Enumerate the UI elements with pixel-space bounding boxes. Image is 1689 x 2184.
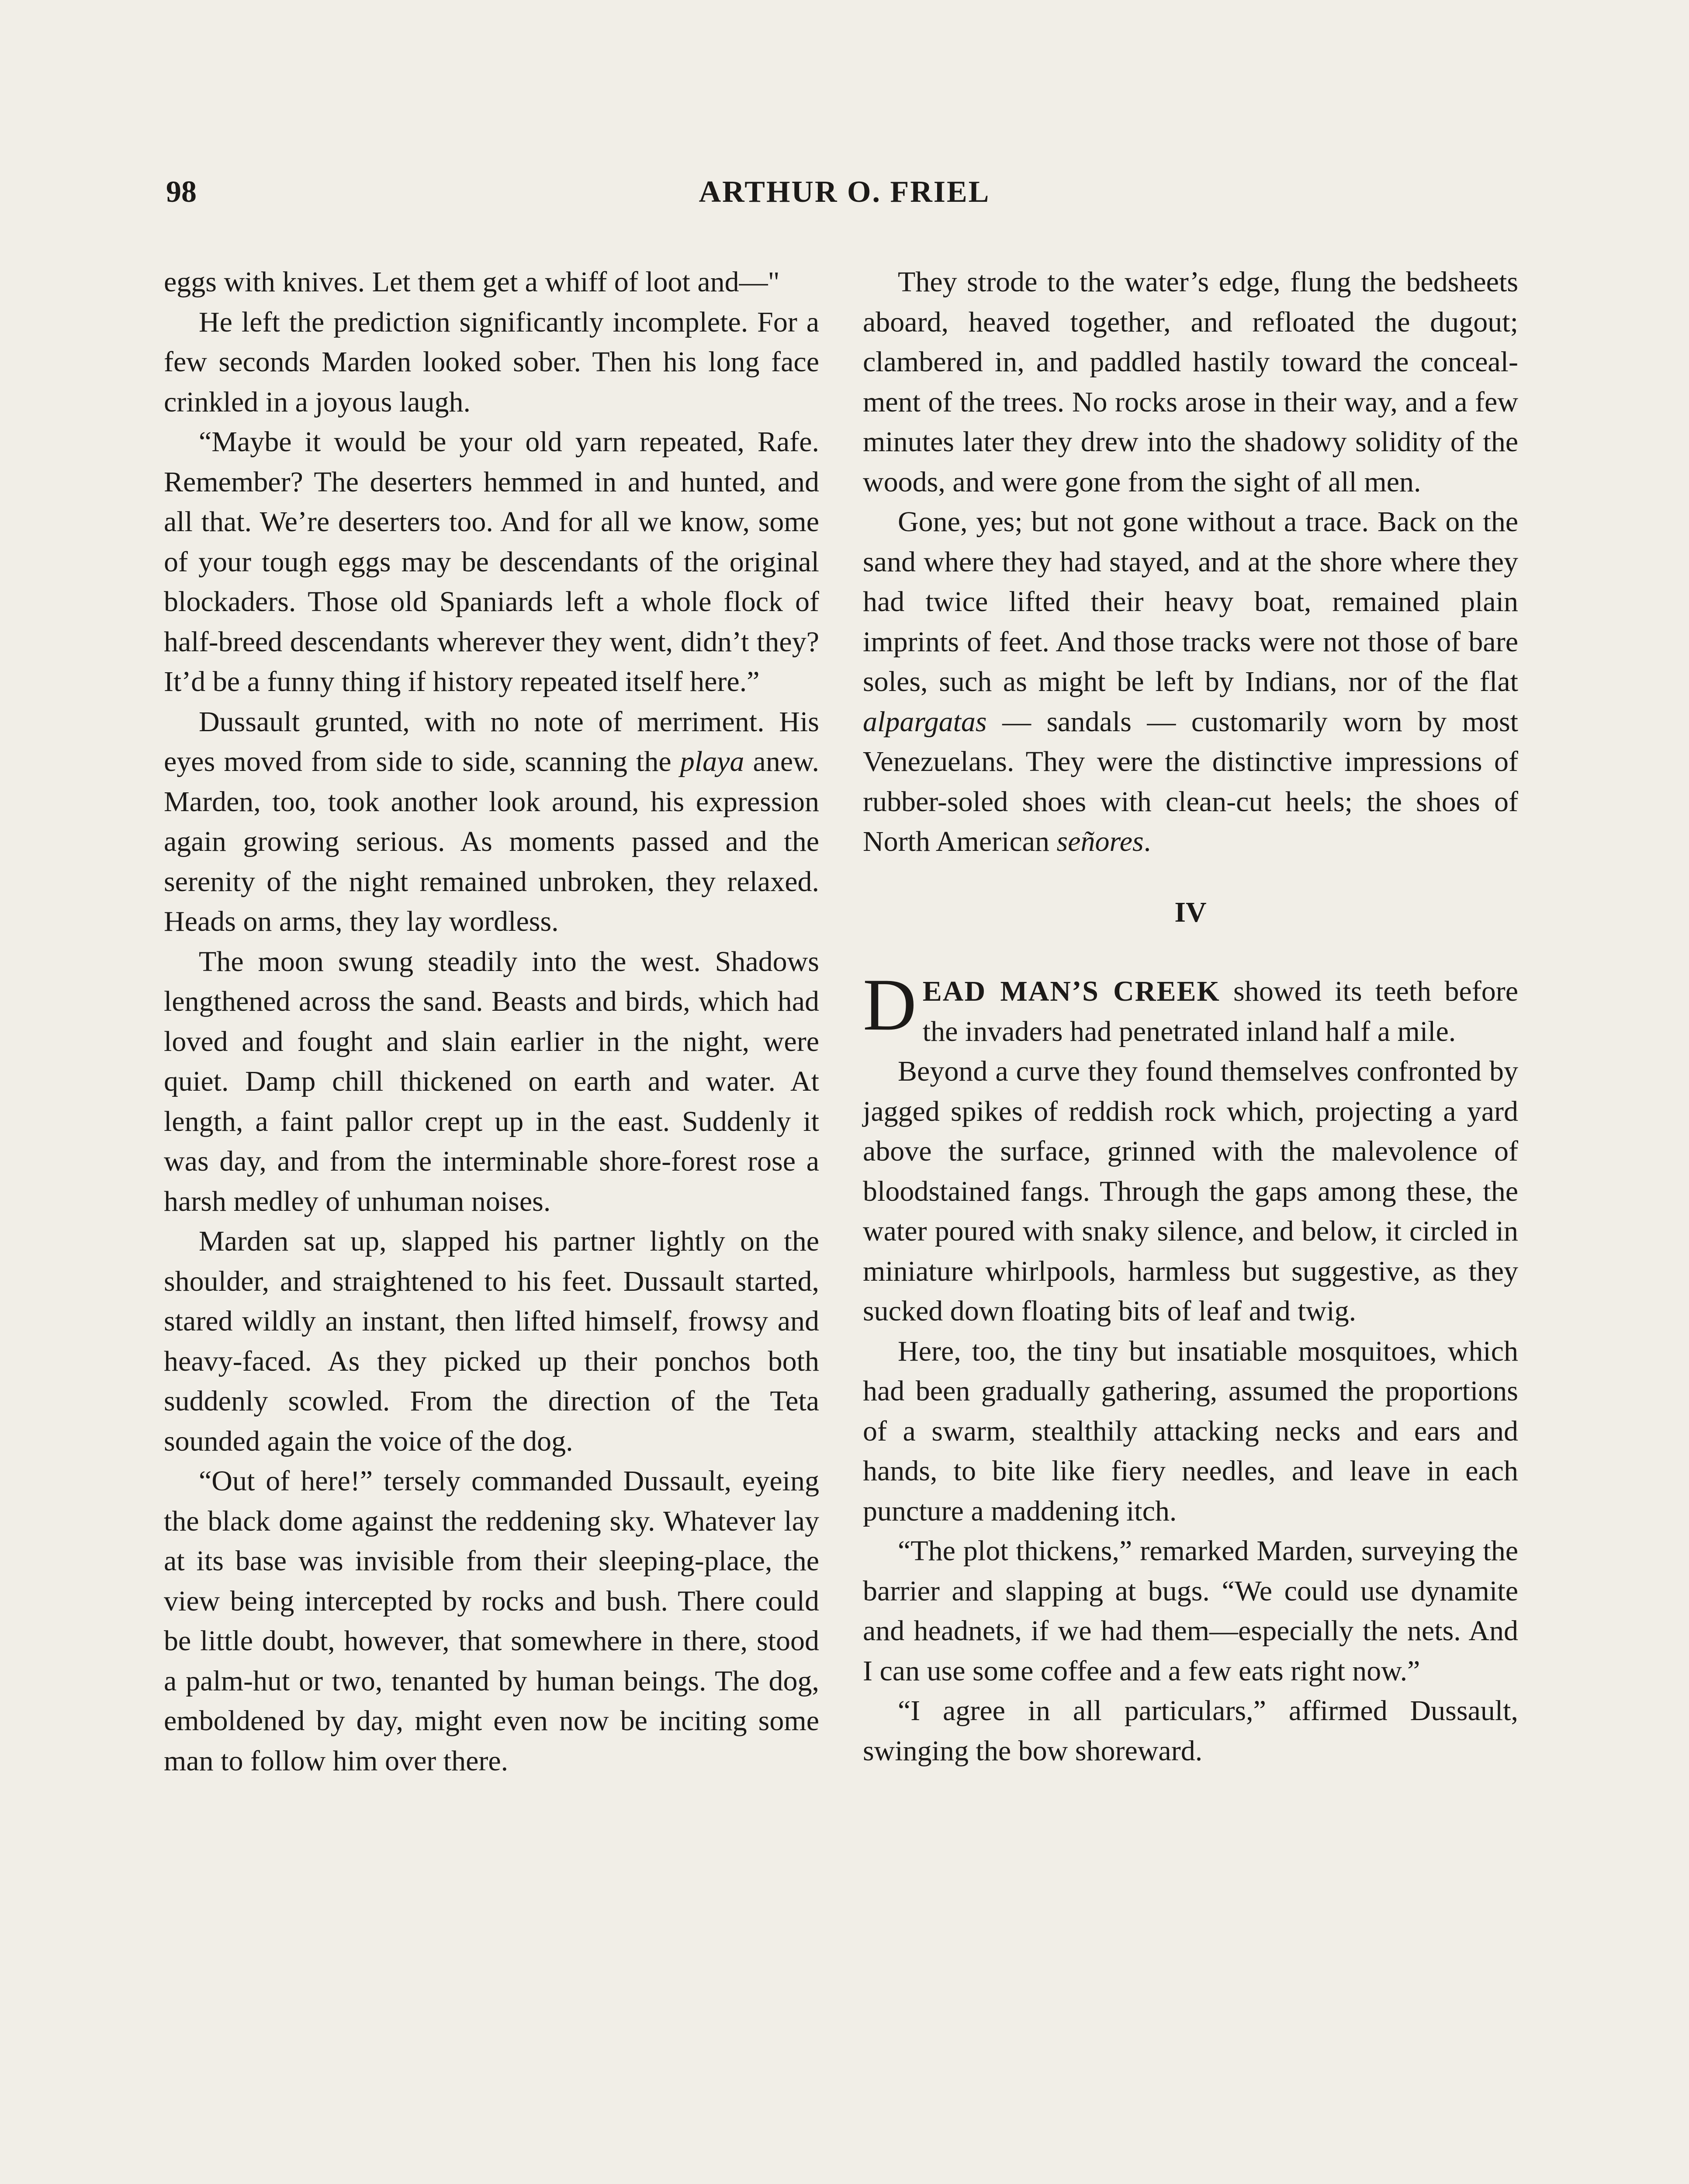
text-run: showed its teeth before the invaders had penetrated inland half a mile. — [922, 975, 1518, 1047]
paragraph — [863, 502, 1518, 862]
paragraph: “Maybe it would be your old yarn repeated, Rafe. Remember? The deserters hemmed in and hunted, and all that. We’re deserters too. And for all we know, some of your tough eggs may be descendants of the original blockaders. Those old Spaniards left a whole flock of half-breed descendants wherever they went, didn’t they? It’d be a funny thing if history repeated itself here.” — [164, 426, 819, 698]
text-run: anew. Marden, too, took another look around, his expression again growing serious. As moments passed and the serenity of the night remained unbroken, they relaxed. Heads on arms, they lay wordless. — [164, 746, 819, 937]
text-run: Gone, yes; but not gone without a trace. Back on the sand where they had stayed, and at the shore where they had twice lifted their heavy boat, remained plain imprints of feet. And those tracks were not those of bare soles, such as might be left by Indians, nor of the flat — [863, 506, 1518, 698]
paragraph: eggs with knives. Let them get a whiff of loot and—" — [164, 266, 780, 298]
text-run: — sandals — customarily worn by most Venezuelans. They were the distinctive impressions of rubber-soled shoes with clean-cut heels; the shoes of North American — [863, 705, 1518, 857]
left-column — [164, 262, 819, 1781]
paragraph: Beyond a curve they found themselves confronted by jagged spikes of reddish rock which, projecting a yard above the surface, grinned with the malevolence of bloodstained fangs. Through the gaps among these, the water poured with snaky silence, and below, it circled in miniature whirlpools, harmless but suggestive, as they sucked down floating bits of leaf and twig. — [863, 1055, 1518, 1327]
drop-cap: D — [863, 964, 917, 1046]
italic-term: playa — [680, 746, 744, 778]
italic-term: señores — [1056, 826, 1144, 857]
lead-caps: EAD MAN’S CREEK — [922, 975, 1220, 1007]
running-head: ARTHUR O. FRIEL — [699, 175, 990, 209]
section-numeral: IV — [1174, 896, 1207, 928]
paragraph: Here, too, the tiny but insatiable mosquitoes, which had been gradually gathering, assumed the proportions of a swarm, stealthily attacking necks and ears and hands, to bite like fiery needles, and leave in each puncture a maddening itch. — [863, 1335, 1518, 1527]
paragraph: Marden sat up, slapped his partner lightly on the shoulder, and straightened to his feet. Dussault started, stared wildly an instant, then lifted himself, frowsy and heavy-faced. As they picked up their ponchos both suddenly scowled. From the direction of the Teta sounded again the voice of the dog. — [164, 1225, 819, 1457]
section-opening-paragraph — [863, 964, 1518, 1051]
paragraph: He left the prediction significantly incomplete. For a few seconds Marden looked sober. Then his long face crinkled in a joyous laugh. — [164, 306, 819, 418]
text-run: . — [1143, 826, 1151, 857]
paragraph: “Out of here!” tersely commanded Dussault, eyeing the black dome against the reddening sky. Whatever lay at its base was invisible from their sleeping-place, the view being intercepted by rocks and bush. There could be little doubt, however, that somewhere in there, stood a palm-hut or two, tenanted by human beings. The dog, emboldened by day, might even now be inciting some man to follow him over there. — [164, 1465, 819, 1777]
paragraph: “The plot thickens,” remarked Marden, surveying the barrier and slapping at bugs. “We could use dynamite and headnets, if we had them—especially the nets. And I can use some coffee and a few eats right now.” — [863, 1535, 1518, 1687]
text-run: Dussault grunted, with no note of merriment. His eyes moved from side to side, scanning the — [164, 705, 819, 778]
paragraph: “I agree in all particulars,” affirmed Dussault, swinging the bow shoreward. — [863, 1695, 1518, 1767]
paragraph: The moon swung steadily into the west. Shadows lengthened across the sand. Beasts and birds, which had loved and fought and slain earlier in the night, were quiet. Damp chill thickened on earth and water. At length, a faint pallor crept up in the east. Suddenly it was day, and from the interminable shore-forest rose a harsh medley of unhuman noises. — [164, 945, 819, 1217]
paragraph — [164, 702, 819, 942]
page-number: 98 — [166, 175, 197, 209]
right-column — [863, 262, 1518, 1771]
paragraph: They strode to the water’s edge, flung the bedsheets aboard, heaved together, and refloated the dugout; clambered in, and paddled hastily toward the concealment of the trees. No rocks arose in their way, and a few minutes later they drew into the shadowy solidity of the woods, and were gone from the sight of all men. — [863, 266, 1518, 498]
italic-term: alpargatas — [863, 705, 987, 738]
